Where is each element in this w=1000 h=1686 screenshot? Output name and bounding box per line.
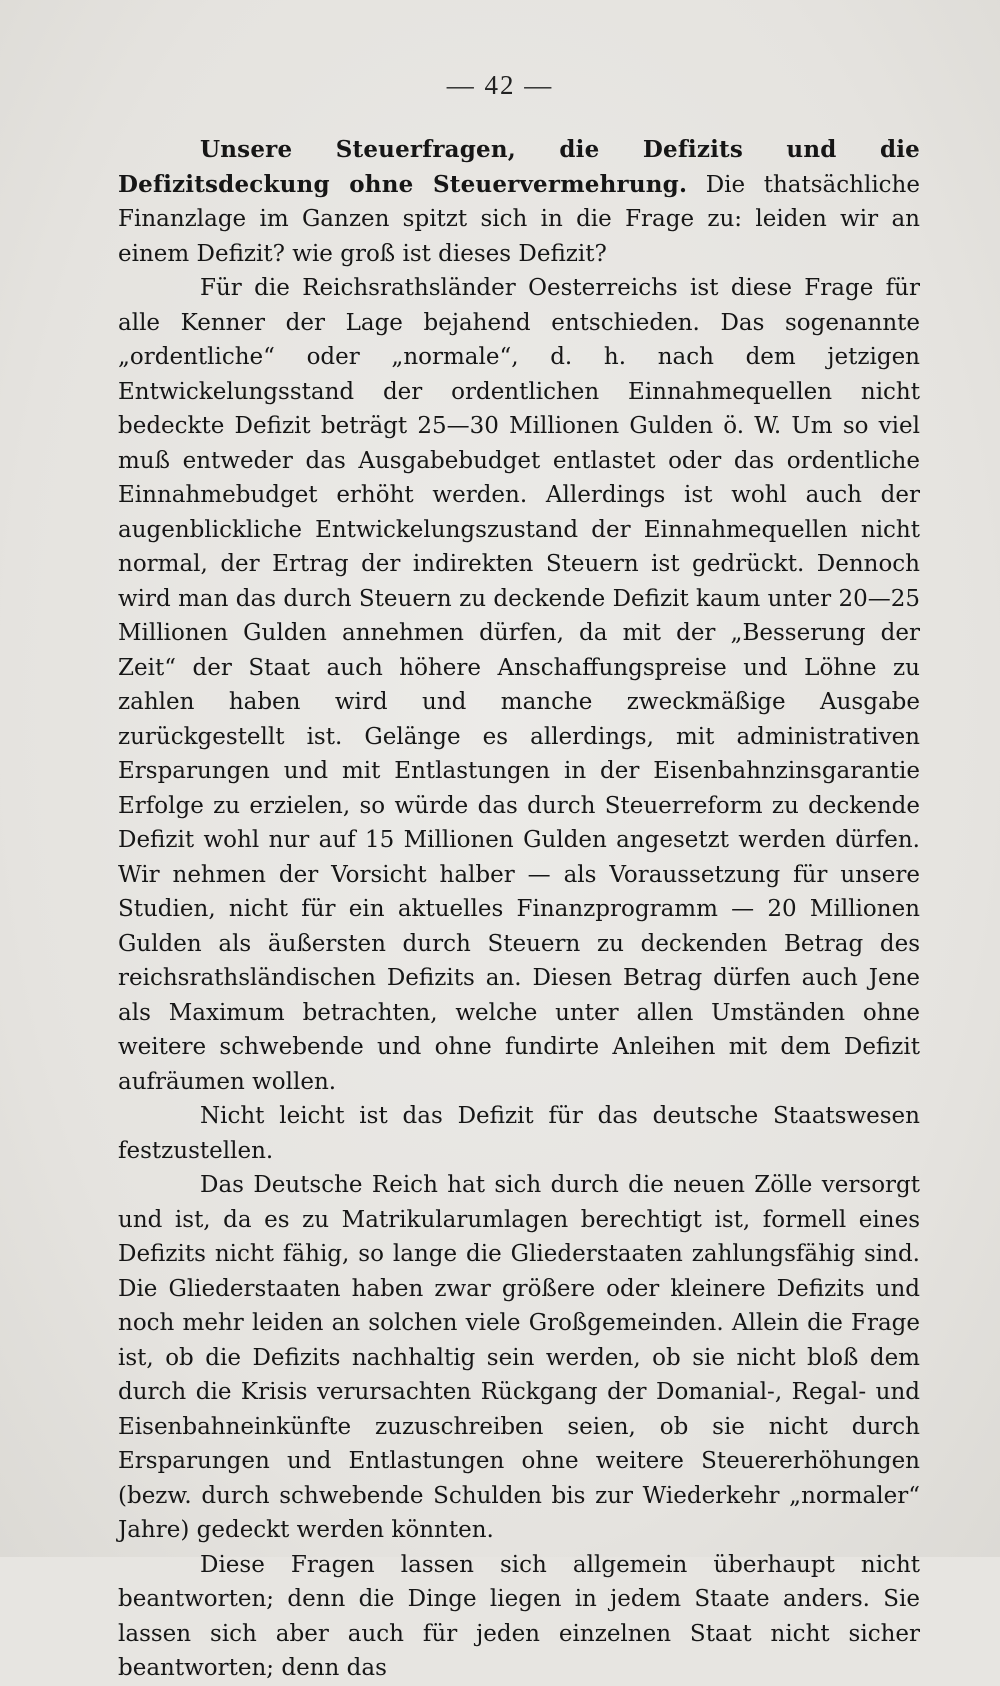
paragraph-4: Das Deutsche Reich hat sich durch die neuen Zölle versorgt und ist, da es zu Matrikularumlagen berechtigt ist, formell eines Defizits nicht fähig, so lange die Gliederstaaten zahlungsfähig sind. Die Gliederstaaten haben zwar größere oder kleinere Defizits und noch mehr leiden an solchen viele Großgemeinden. Allein die Frage ist, ob die Defizits nachhaltig sein werden, ob sie nicht bloß dem durch die Krisis verursachten Rückgang der Domanial-, Regal- und Eisenbahneinkünfte zuzuschreiben seien, ob sie nicht durch Ersparungen und Entlastungen ohne weitere Steuererhöhungen (bezw. durch schwebende Schulden bis zur Wiederkehr „normaler“ Jahre) gedeckt werden könnten.	[118, 1172, 920, 1543]
paragraph-2: Für die Reichsrathsländer Oesterreichs ist diese Frage für alle Kenner der Lage bejahend entschieden. Das sogenannte „ordentliche“ oder „normale“, d. h. nach dem jetzigen Entwickelungsstand der ordentlichen Einnahmequellen nicht bedeckte Defizit beträgt 25—30 Millionen Gulden ö. W. Um so viel muß entweder das Ausgabebudget entlastet oder das ordentliche Einnahmebudget erhöht werden. Allerdings ist wohl auch der augenblickliche Entwickelungszustand der Einnahmequellen nicht normal, der Ertrag der indirekten Steuern ist gedrückt. Dennoch wird man das durch Steuern zu deckende Defizit kaum unter 20—25 Millionen Gulden annehmen dürfen, da mit der „Besserung der Zeit“ der Staat auch höhere Anschaffungspreise und Löhne zu zahlen haben wird und manche zweckmäßige Ausgabe zurückgestellt ist. Gelänge es allerdings, mit administrativen Ersparungen und mit Entlastungen in der Eisenbahnzinsgarantie Erfolge zu erzielen, so würde das durch Steuerreform zu deckende Defizit wohl nur auf 15 Millionen Gulden angesetzt werden dürfen. Wir nehmen der Vorsicht halber — als Voraussetzung für unsere Studien, nicht für ein aktuelles Finanzprogramm — 20 Millionen Gulden als äußersten durch Steuern zu deckenden Betrag des reichsrathsländischen Defizits an. Diesen Betrag dürfen auch Jene als Maximum betrachten, welche unter allen Umständen ohne weitere schwebende und ohne fundirte Anleihen mit dem Defizit aufräumen wollen.	[118, 275, 920, 1095]
paragraph-5: Diese Fragen lassen sich allgemein überhaupt nicht beantworten; denn die Dinge liegen in jedem Staate anders. Sie lassen sich aber auch für jeden einzelnen Staat nicht sicher beantworten; denn das	[118, 1551, 920, 1681]
section-heading: Unsere Steuerfragen, die Defizits und die Defizitsdeckung ohne Steuervermehrung.	[118, 136, 920, 198]
paragraph-1-text: Die thatsächliche Finanzlage im Ganzen spitzt sich in die Frage zu: leiden wir an einem Defizit? wie groß ist dieses Defizit?	[118, 171, 920, 267]
page-body	[118, 133, 920, 1686]
page-number: — 42 —	[446, 70, 554, 100]
paragraph-3: Nicht leicht ist das Defizit für das deutsche Staatswesen festzustellen.	[118, 1103, 920, 1164]
paragraph-1	[118, 133, 920, 271]
